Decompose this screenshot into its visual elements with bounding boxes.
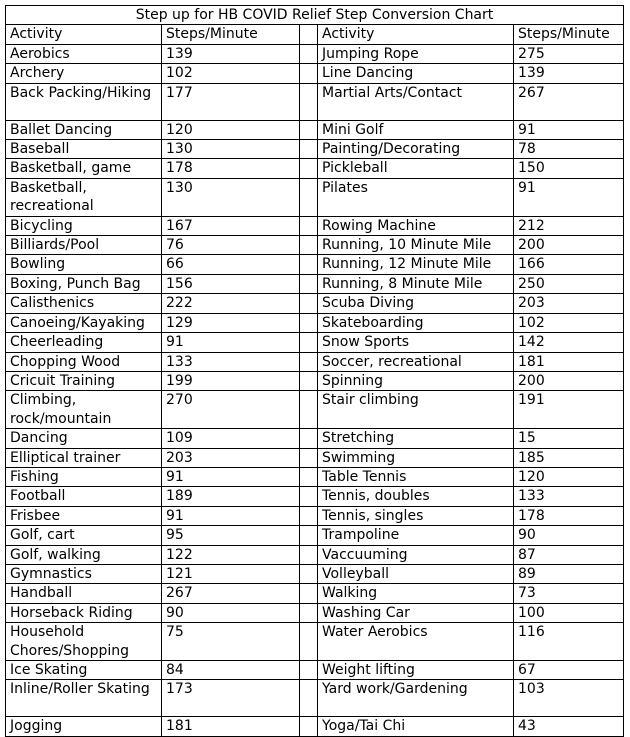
steps-cell-left: 76	[162, 236, 300, 255]
steps-cell-right: 150	[514, 159, 624, 178]
activity-cell-right: Swimming	[318, 448, 514, 467]
activity-cell-left: Frisbee	[6, 506, 162, 525]
steps-cell-left: 178	[162, 159, 300, 178]
activity-cell-left: Boxing, Punch Bag	[6, 274, 162, 293]
table-row	[6, 178, 624, 216]
steps-cell-left: 267	[162, 584, 300, 603]
activity-cell-right: Line Dancing	[318, 64, 514, 83]
activity-cell-right: Spinning	[318, 371, 514, 390]
activity-cell-right: Tennis, singles	[318, 506, 514, 525]
table-row	[6, 294, 624, 313]
steps-cell-right: 142	[514, 333, 624, 352]
activity-cell-right: Tennis, doubles	[318, 487, 514, 506]
activity-cell-right: Volleyball	[318, 564, 514, 583]
table-row	[6, 467, 624, 486]
activity-cell-left: Cheerleading	[6, 333, 162, 352]
steps-cell-right: 91	[514, 178, 624, 216]
steps-cell-right: 212	[514, 216, 624, 235]
steps-cell-right: 116	[514, 623, 624, 661]
steps-cell-left: 181	[162, 717, 300, 736]
table-row	[6, 371, 624, 390]
column-gap	[300, 64, 318, 83]
activity-cell-left: Gymnastics	[6, 564, 162, 583]
steps-cell-left: 199	[162, 371, 300, 390]
activity-cell-right: Yard work/Gardening	[318, 680, 514, 717]
column-gap	[300, 274, 318, 293]
column-gap	[300, 352, 318, 371]
activity-cell-left: Household Chores/Shopping	[6, 623, 162, 661]
steps-cell-right: 181	[514, 352, 624, 371]
column-gap	[300, 661, 318, 680]
table-row	[6, 391, 624, 429]
column-gap	[300, 680, 318, 717]
column-gap	[300, 584, 318, 603]
activity-cell-left: Cricuit Training	[6, 371, 162, 390]
steps-cell-right: 133	[514, 487, 624, 506]
column-gap	[300, 44, 318, 63]
table-row	[6, 603, 624, 622]
steps-cell-right: 89	[514, 564, 624, 583]
steps-cell-right: 185	[514, 448, 624, 467]
activity-cell-right: Painting/Decorating	[318, 140, 514, 159]
steps-cell-left: 189	[162, 487, 300, 506]
steps-cell-right: 43	[514, 717, 624, 736]
column-gap	[300, 526, 318, 545]
activity-cell-left: Elliptical trainer	[6, 448, 162, 467]
activity-cell-right: Weight lifting	[318, 661, 514, 680]
steps-cell-left: 121	[162, 564, 300, 583]
activity-cell-right: Vaccuuming	[318, 545, 514, 564]
steps-cell-left: 90	[162, 603, 300, 622]
table-row	[6, 429, 624, 448]
steps-cell-left: 122	[162, 545, 300, 564]
activity-cell-left: Golf, cart	[6, 526, 162, 545]
steps-cell-left: 167	[162, 216, 300, 235]
chart-body	[6, 44, 624, 736]
activity-cell-left: Ice Skating	[6, 661, 162, 680]
steps-cell-left: 203	[162, 448, 300, 467]
activity-cell-left: Ballet Dancing	[6, 120, 162, 139]
steps-cell-right: 15	[514, 429, 624, 448]
table-row	[6, 545, 624, 564]
steps-cell-left: 109	[162, 429, 300, 448]
activity-cell-right: Running, 10 Minute Mile	[318, 236, 514, 255]
table-row	[6, 584, 624, 603]
steps-cell-left: 84	[162, 661, 300, 680]
column-gap	[300, 83, 318, 120]
activity-cell-left: Bowling	[6, 255, 162, 274]
table-row	[6, 680, 624, 717]
activity-cell-left: Chopping Wood	[6, 352, 162, 371]
activity-header-left: Activity	[6, 25, 162, 44]
steps-cell-left: 130	[162, 178, 300, 216]
activity-cell-right: Martial Arts/Contact	[318, 83, 514, 120]
column-gap	[300, 294, 318, 313]
activity-cell-right: Pickleball	[318, 159, 514, 178]
table-row	[6, 64, 624, 83]
column-gap	[300, 216, 318, 235]
column-gap	[300, 717, 318, 736]
column-gap	[300, 391, 318, 429]
activity-cell-left: Back Packing/Hiking	[6, 83, 162, 120]
table-row	[6, 352, 624, 371]
activity-cell-right: Skateboarding	[318, 313, 514, 332]
steps-cell-left: 120	[162, 120, 300, 139]
table-row	[6, 564, 624, 583]
activity-cell-left: Bicycling	[6, 216, 162, 235]
steps-cell-right: 120	[514, 467, 624, 486]
steps-cell-left: 102	[162, 64, 300, 83]
activity-cell-left: Archery	[6, 64, 162, 83]
steps-cell-left: 95	[162, 526, 300, 545]
column-gap	[300, 25, 318, 44]
steps-header-right: Steps/Minute	[514, 25, 624, 44]
activity-cell-left: Canoeing/Kayaking	[6, 313, 162, 332]
table-row	[6, 83, 624, 120]
steps-cell-right: 87	[514, 545, 624, 564]
steps-cell-left: 129	[162, 313, 300, 332]
chart-title: Step up for HB COVID Relief Step Conversion Chart	[6, 6, 624, 25]
activity-cell-right: Running, 8 Minute Mile	[318, 274, 514, 293]
activity-cell-right: Trampoline	[318, 526, 514, 545]
steps-cell-right: 275	[514, 44, 624, 63]
steps-cell-left: 91	[162, 333, 300, 352]
steps-cell-right: 102	[514, 313, 624, 332]
activity-cell-right: Walking	[318, 584, 514, 603]
column-gap	[300, 255, 318, 274]
activity-cell-right: Running, 12 Minute Mile	[318, 255, 514, 274]
activity-cell-left: Basketball, game	[6, 159, 162, 178]
steps-cell-right: 191	[514, 391, 624, 429]
column-gap	[300, 371, 318, 390]
table-row	[6, 717, 624, 736]
activity-cell-right: Soccer, recreational	[318, 352, 514, 371]
table-row	[6, 487, 624, 506]
table-row	[6, 216, 624, 235]
steps-cell-right: 100	[514, 603, 624, 622]
steps-cell-left: 222	[162, 294, 300, 313]
steps-cell-right: 78	[514, 140, 624, 159]
activity-cell-left: Climbing, rock/mountain	[6, 391, 162, 429]
column-gap	[300, 333, 318, 352]
activity-cell-left: Football	[6, 487, 162, 506]
table-row	[6, 44, 624, 63]
column-gap	[300, 487, 318, 506]
activity-cell-right: Table Tennis	[318, 467, 514, 486]
steps-cell-left: 270	[162, 391, 300, 429]
steps-cell-left: 173	[162, 680, 300, 717]
column-gap	[300, 159, 318, 178]
table-row	[6, 274, 624, 293]
column-gap	[300, 313, 318, 332]
steps-cell-right: 166	[514, 255, 624, 274]
activity-cell-left: Aerobics	[6, 44, 162, 63]
table-row	[6, 448, 624, 467]
activity-cell-right: Mini Golf	[318, 120, 514, 139]
table-row	[6, 120, 624, 139]
steps-cell-right: 90	[514, 526, 624, 545]
table-row	[6, 661, 624, 680]
column-gap	[300, 429, 318, 448]
activity-cell-left: Horseback Riding	[6, 603, 162, 622]
steps-cell-right: 139	[514, 64, 624, 83]
activity-cell-right: Scuba Diving	[318, 294, 514, 313]
activity-cell-right: Jumping Rope	[318, 44, 514, 63]
steps-cell-right: 250	[514, 274, 624, 293]
steps-cell-left: 91	[162, 506, 300, 525]
activity-cell-left: Billiards/Pool	[6, 236, 162, 255]
column-gap	[300, 603, 318, 622]
steps-cell-right: 103	[514, 680, 624, 717]
steps-cell-right: 203	[514, 294, 624, 313]
column-gap	[300, 448, 318, 467]
table-row	[6, 506, 624, 525]
steps-cell-right: 91	[514, 120, 624, 139]
steps-cell-left: 156	[162, 274, 300, 293]
column-gap	[300, 120, 318, 139]
steps-cell-right: 73	[514, 584, 624, 603]
activity-cell-right: Stair climbing	[318, 391, 514, 429]
steps-cell-right: 200	[514, 371, 624, 390]
activity-cell-right: Water Aerobics	[318, 623, 514, 661]
steps-cell-left: 75	[162, 623, 300, 661]
activity-cell-left: Golf, walking	[6, 545, 162, 564]
column-gap	[300, 506, 318, 525]
activity-cell-left: Basketball, recreational	[6, 178, 162, 216]
steps-cell-left: 177	[162, 83, 300, 120]
steps-cell-right: 267	[514, 83, 624, 120]
table-row	[6, 159, 624, 178]
column-gap	[300, 545, 318, 564]
activity-cell-right: Rowing Machine	[318, 216, 514, 235]
activity-cell-left: Jogging	[6, 717, 162, 736]
table-row	[6, 313, 624, 332]
activity-cell-left: Dancing	[6, 429, 162, 448]
table-row	[6, 255, 624, 274]
steps-cell-left: 139	[162, 44, 300, 63]
steps-header-left: Steps/Minute	[162, 25, 300, 44]
activity-cell-left: Calisthenics	[6, 294, 162, 313]
table-row	[6, 526, 624, 545]
steps-cell-left: 66	[162, 255, 300, 274]
steps-cell-left: 130	[162, 140, 300, 159]
table-row	[6, 623, 624, 661]
activity-header-right: Activity	[318, 25, 514, 44]
column-gap	[300, 564, 318, 583]
table-row	[6, 140, 624, 159]
activity-cell-right: Stretching	[318, 429, 514, 448]
table-row	[6, 236, 624, 255]
activity-cell-left: Inline/Roller Skating	[6, 680, 162, 717]
activity-cell-left: Baseball	[6, 140, 162, 159]
column-gap	[300, 467, 318, 486]
steps-cell-right: 67	[514, 661, 624, 680]
activity-cell-right: Washing Car	[318, 603, 514, 622]
steps-cell-left: 133	[162, 352, 300, 371]
column-gap	[300, 623, 318, 661]
activity-cell-left: Handball	[6, 584, 162, 603]
steps-cell-right: 178	[514, 506, 624, 525]
steps-cell-left: 91	[162, 467, 300, 486]
column-gap	[300, 236, 318, 255]
step-conversion-chart	[5, 5, 624, 737]
steps-cell-right: 200	[514, 236, 624, 255]
activity-cell-left: Fishing	[6, 467, 162, 486]
column-gap	[300, 140, 318, 159]
activity-cell-right: Yoga/Tai Chi	[318, 717, 514, 736]
table-row	[6, 333, 624, 352]
activity-cell-right: Pilates	[318, 178, 514, 216]
column-gap	[300, 178, 318, 216]
activity-cell-right: Snow Sports	[318, 333, 514, 352]
